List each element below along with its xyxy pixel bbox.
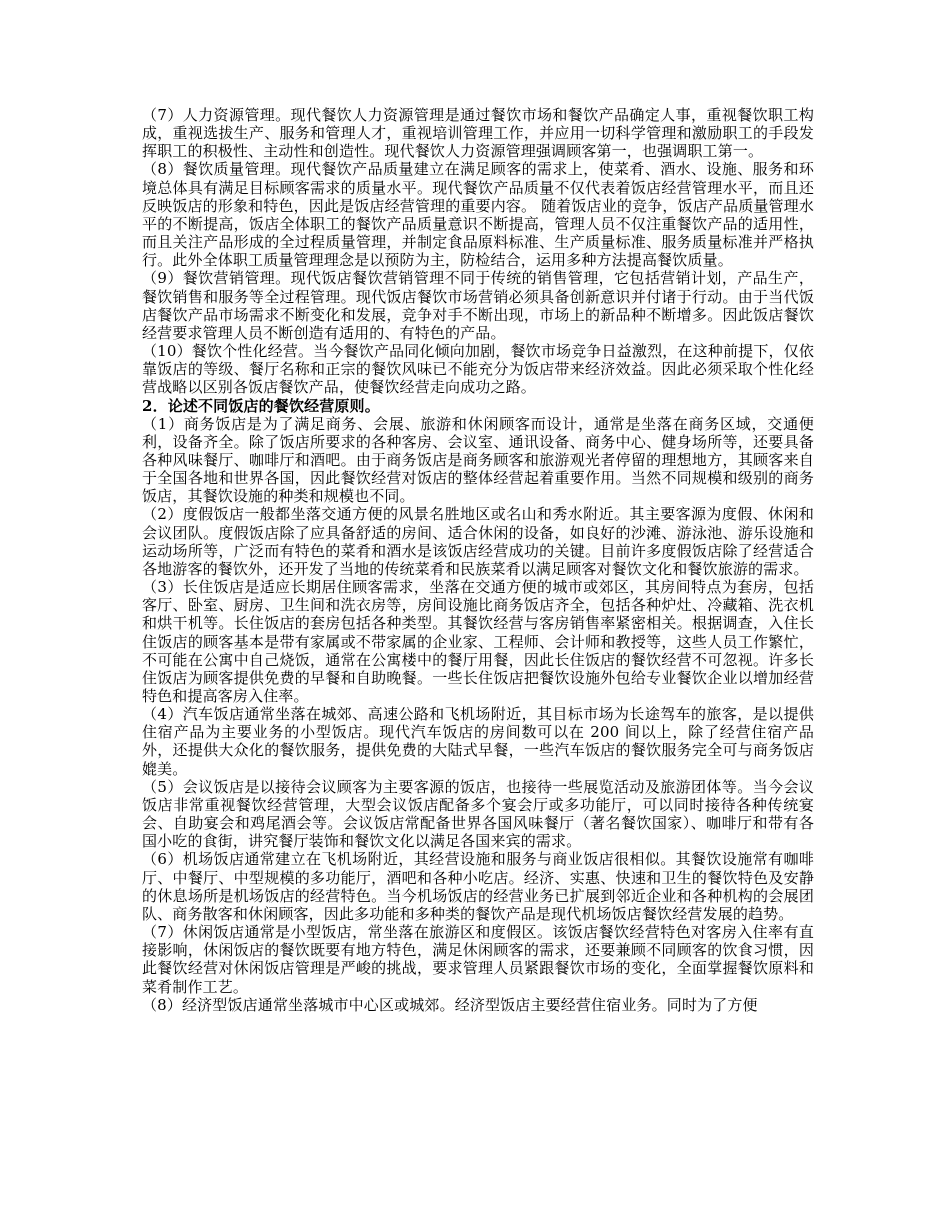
paragraph-business-hotel: （1）商务饭店是为了满足商务、会展、旅游和休闲顾客而设计，通常是坐落在商务区域，交通便利，设备齐全。除了饭店所要求的各种客房、会议室、通讯设备、商务中心、健身场所等，还要具备各种风味餐厅、咖啡厅和酒吧。由于商务饭店是商务顾客和旅游观光者停留的理想地方，其顾客来自于全国各地和世界各国，因此餐饮经营对饭店的整体经营起着重要作用。当然不同规模和级别的商务饭店，其餐饮设施的种类和规模也不同。 (142, 414, 814, 506)
paragraph-conference-hotel: （5）会议饭店是以接待会议顾客为主要客源的饭店，也接待一些展览活动及旅游团体等。当今会议饭店非常重视餐饮经营管理，大型会议饭店配备多个宴会厅或多功能厅，可以同时接待各种传统宴会、自助宴会和鸡尾酒会等。会议饭店常配备世界各国风味餐厅（著名餐饮国家）、咖啡厅和带有各国小吃的食街，讲究餐厅装饰和餐饮文化以满足各国来宾的需求。 (142, 777, 814, 851)
paragraph-motel: （4）汽车饭店通常坐落在城郊、高速公路和飞机场附近，其目标市场为长途驾车的旅客，是以提供住宿产品为主要业务的小型饭店。现代汽车饭店的房间数可以在 200 间以上，除了经营住宿产品外，还提供大众化的餐饮服务，提供免费的大陆式早餐，一些汽车饭店的餐饮服务完全可与商务饭店媲美。 (142, 705, 814, 778)
paragraph-leisure-hotel: （7）休闲饭店通常是小型饭店，常坐落在旅游区和度假区。该饭店餐饮经营特色对客房入住率有直接影响，休闲饭店的餐饮既要有地方特色，满足休闲顾客的需求，还要兼顾不同顾客的饮食习惯，因此餐饮经营对休闲饭店管理是严峻的挑战，要求管理人员紧跟餐饮市场的变化，全面掌握餐饮原料和菜肴制作工艺。 (142, 923, 814, 996)
paragraph-personalized-operation: （10）餐饮个性化经营。当今餐饮产品同化倾向加剧，餐饮市场竞争日益激烈，在这种前提下，仅依靠饭店的等级、餐厅名称和正宗的餐饮风味已不能充分为饭店带来经济效益。因此必须采取个性化经营战略以区别各饭店餐饮产品，使餐饮经营走向成功之路。 (142, 342, 814, 397)
paragraph-resort-hotel: （2）度假饭店一般都坐落交通方便的风景名胜地区或名山和秀水附近。其主要客源为度假、休闲和会议团队。度假饭店除了应具备舒适的房间、适合休闲的设备，如良好的沙滩、游泳池、游乐设施和运动场所等，广泛而有特色的菜肴和酒水是该饭店经营成功的关键。目前许多度假饭店除了经营适合各地游客的餐饮外，还开发了当地的传统菜肴和民族菜肴以满足顾客对餐饮文化和餐饮旅游的需求。 (142, 505, 814, 578)
paragraph-economy-hotel: （8）经济型饭店通常坐落城市中心区或城郊。经济型饭店主要经营住宿业务。同时为了方便 (142, 995, 758, 1014)
paragraph-airport-hotel: （6）机场饭店通常建立在飞机场附近，其经营设施和服务与商业饭店很相似。其餐饮设施常有咖啡厅、中餐厅、中型规模的多功能厅，酒吧和各种小吃店。经济、实惠、快速和卫生的餐饮特色及安静的休息场所是机场饭店的经营特色。当今机场饭店的经营业务已扩展到邻近企业和各种机构的会展团队、商务散客和休闲顾客，因此多功能和多种类的餐饮产品是现代机场饭店餐饮经营发展的趋势。 (142, 850, 814, 923)
paragraph-residential-hotel: （3）长住饭店是适应长期居住顾客需求，坐落在交通方便的城市或郊区，其房间特点为套房，包括客厅、卧室、厨房、卫生间和洗衣房等，房间设施比商务饭店齐全，包括各种炉灶、冷藏箱、洗衣机和烘干机等。长住饭店的套房包括各种类型。其餐饮经营与客房销售率紧密相关。根据调查，入住长住饭店的顾客基本是带有家属或不带家属的企业家、工程师、会计师和教授等，这些人员工作繁忙，不可能在公寓中自己烧饭，通常在公寓楼中的餐厅用餐，因此长住饭店的餐饮经营不可忽视。许多长住饭店为顾客提供免费的早餐和自助晚餐。一些长住饭店把餐饮设施外包给专业餐饮企业以增加经营特色和提高客房入住率。 (142, 578, 814, 705)
section-heading: 2．论述不同饭店的餐饮经营原则。 (142, 396, 380, 415)
document-page (142, 106, 814, 1014)
paragraph-quality-management: （8）餐饮质量管理。现代餐饮产品质量建立在满足顾客的需求上，使菜肴、酒水、设施、服务和环境总体具有满足目标顾客需求的质量水平。现代餐饮产品质量不仅代表着饭店经营管理水平，而且还反映饭店的形象和特色，因此是饭店经营管理的重要内容。 随着饭店业的竞争，饭店产品质量管理水平的不断提高，饭店全体职工的餐饮产品质量意识不断提高，管理人员不仅注重餐饮产品的适用性，而且关注产品形成的全过程质量管理，并制定食品原料标准、生产质量标准、服务质量标准并严格执行。此外全体职工质量管理理念是以预防为主，防检结合，运用多种方法提高餐饮质量。 (142, 160, 814, 270)
paragraph-marketing-management: （9）餐饮营销管理。现代饭店餐饮营销管理不同于传统的销售管理，它包括营销计划，产品生产，餐饮销售和服务等全过程管理。现代饭店餐饮市场营销必须具备创新意识并付诸于行动。由于当代饭店餐饮产品市场需求不断变化和发展，竞争对手不断出现，市场上的新品种不断增多。因此饭店餐饮经营要求管理人员不断创造有适用的、有特色的产品。 (142, 269, 814, 342)
paragraph-human-resources: （7）人力资源管理。现代餐饮人力资源管理是通过餐饮市场和餐饮产品确定人事，重视餐饮职工构成，重视选拔生产、服务和管理人才，重视培训管理工作，并应用一切科学管理和激励职工的手段发挥职工的积极性、主动性和创造性。现代餐饮人力资源管理强调顾客第一，也强调职工第一。 (142, 106, 814, 161)
